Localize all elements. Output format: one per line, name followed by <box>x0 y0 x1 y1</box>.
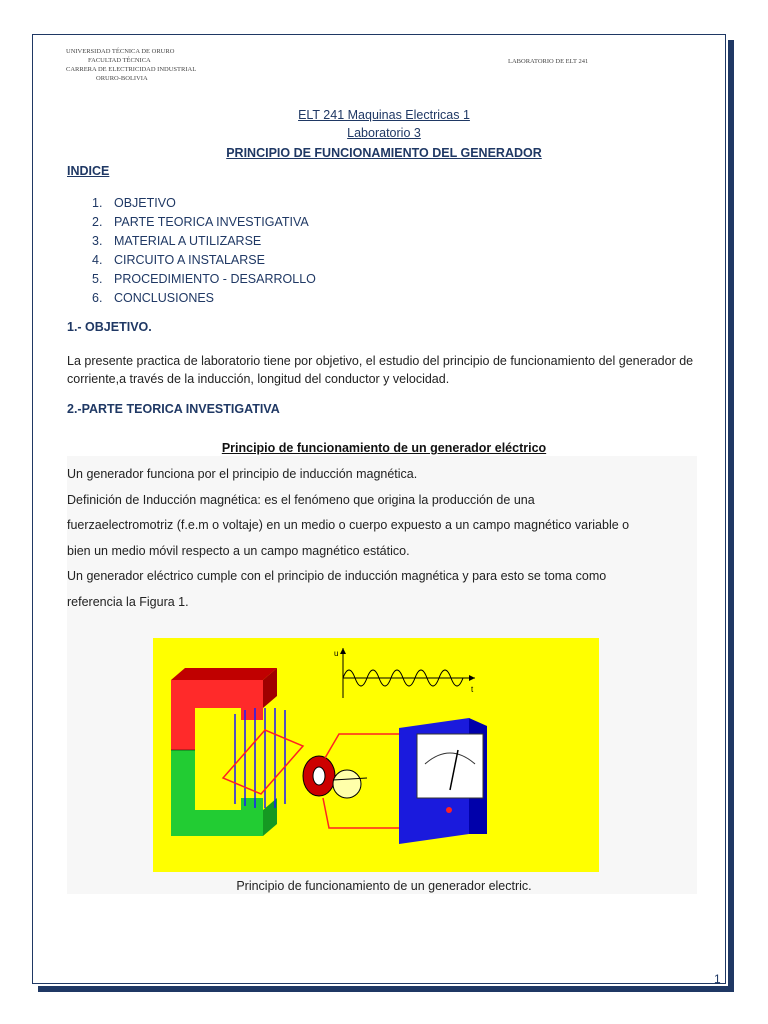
title-course: ELT 241 Maquinas Electricas 1 <box>298 108 470 122</box>
indice-item: 2. PARTE TEORICA INVESTIGATIVA <box>92 215 309 229</box>
section-heading-teoria: 2.-PARTE TEORICA INVESTIGATIVA <box>67 402 280 416</box>
header-career: CARRERA DE ELECTRICIDAD INDUSTRIAL <box>66 66 197 73</box>
page-border-shadow-bottom <box>38 986 734 992</box>
indice-heading: INDICE <box>67 164 110 178</box>
indice-list <box>92 194 316 308</box>
paragraph-objetivo: La presente practica de laboratorio tiene por objetivo, el estudio del principio de funcionamiento del generador de corriente,a través de la inducción, longitud del conductor y velocidad. <box>67 354 694 386</box>
indice-item: 1. OBJETIVO <box>92 196 176 210</box>
header-faculty: FACULTAD TÉCNICA <box>88 57 151 64</box>
subheading-principio: Principio de funcionamiento de un generador eléctrico <box>221 441 547 455</box>
header-city: ORURO-BOLIVIA <box>96 75 148 82</box>
section-heading-objetivo: 1.- OBJETIVO. <box>67 320 152 334</box>
generator-figure <box>153 638 599 872</box>
page-border-shadow-right <box>728 40 734 990</box>
indice-item: 4. CIRCUITO A INSTALARSE <box>92 253 265 267</box>
page-number: 1 <box>714 972 721 986</box>
figure-caption: Principio de funcionamiento de un generador electric. <box>236 879 532 893</box>
header-lab: LABORATORIO DE ELT 241 <box>508 58 589 65</box>
indice-item: 3. MATERIAL A UTILIZARSE <box>92 234 262 248</box>
indice-item: 5. PROCEDIMIENTO - DESARROLLO <box>92 272 316 286</box>
header-university: UNIVERSIDAD TÉCNICA DE ORURO <box>66 48 175 55</box>
header-institution <box>66 47 196 83</box>
indice-item: 6. CONCLUSIONES <box>92 291 215 305</box>
title-main: PRINCIPIO DE FUNCIONAMIENTO DEL GENERADOR <box>226 146 542 160</box>
axis-u-label: u <box>334 649 339 658</box>
axis-t-label: t <box>471 685 474 694</box>
title-lab: Laboratorio 3 <box>347 126 421 140</box>
paragraph-teoria: Un generador funciona por el principio de inducción magnética. Definición de Inducción magnética: es el fenómeno que origina la producción de una fuerzaelectromotriz (f.e.m o voltaje) en un medio o cuerpo expuesto a un campo magnético variable o bien un medio móvil respecto a un campo magnético estático. Un generador eléctrico cumple con el principio de inducción magnética y para esto se toma como referencia la Figura 1. <box>67 467 630 609</box>
